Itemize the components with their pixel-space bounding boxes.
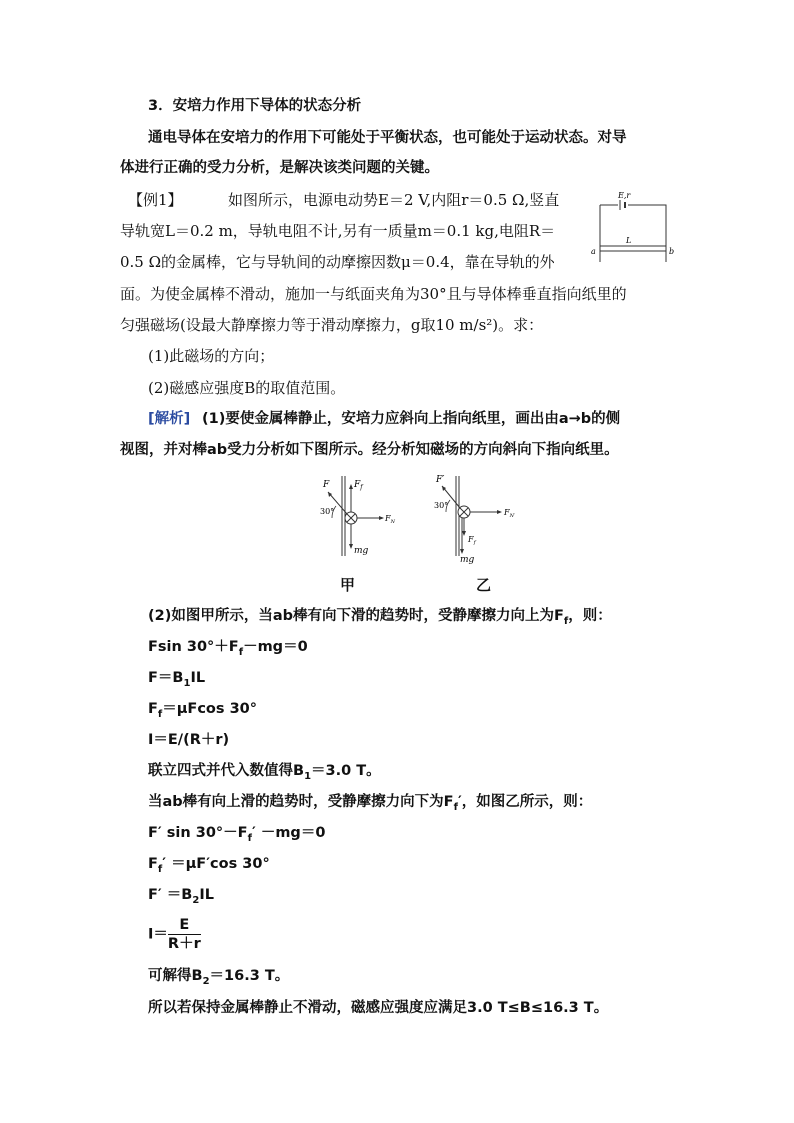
circuit-end-a: a (591, 247, 596, 256)
case-2-intro: 当ab棒有向上滑的趋势时，受静摩擦力向下为$F_f'$，如图乙所示，则： (148, 794, 593, 813)
part2-intro: (2)如图甲所示，当ab棒有向下滑的趋势时，受静摩擦力向上为$F_f$，则： (148, 608, 612, 627)
example-line-4: 面。为使金属棒不滑动，施加一与纸面夹角为30°且与导体棒垂直指向纸里的 (120, 285, 627, 303)
right-gravity: mg (460, 555, 475, 565)
solution-line-1: (1)要使金属棒静止，安培力应斜向上指向纸里，画出由a→b的侧 (202, 411, 621, 427)
equation-8: I＝ $\frac{E}{R+r}$ (148, 917, 201, 952)
right-friction-sub: f′ (473, 540, 477, 546)
left-friction: $F_f$ (354, 480, 363, 491)
equation-5: F′ $\sin 30^\circ-F_f' -mg=0$ (148, 825, 326, 844)
right-force-f: F′ (436, 475, 445, 485)
left-normal-sub: N (390, 519, 395, 525)
intro-line-2: 体进行正确的受力分析，是解决该类问题的关键。 (120, 160, 439, 176)
section-title: 3．安培力作用下导体的状态分析 (148, 98, 362, 114)
caption-right: 乙 (476, 576, 492, 594)
result-1: 联立四式并代入数值得$B_1=3.0$ T。 (148, 763, 381, 782)
right-friction: $F_{f'}$ (468, 535, 477, 546)
circuit-diagram (588, 190, 678, 270)
left-gravity: mg (354, 546, 369, 556)
equation-7: $F' =B_2IL$ (148, 887, 214, 906)
equation-1: Fsin $30^\circ+F_f-mg=0$ (148, 639, 308, 658)
equation-3: $F_f=\mu Fcos$ 30° (148, 701, 258, 720)
example-line-1: 如图所示，电源电动势E＝2 V,内阻r＝0.5 Ω,竖直 (228, 191, 560, 209)
equation-4: I＝E/(R＋r) (148, 732, 230, 748)
left-friction-sub: f (360, 484, 363, 491)
equation-2: $F=B_1IL$ (148, 670, 206, 689)
example-tag: 【例1】 (128, 191, 183, 209)
right-normal-sub: N′ (509, 513, 516, 519)
equation-6: $F_f' =\mu F'\cos$ 30° (148, 856, 270, 875)
result-2: 可解得$B_2=16.3$ T。 (148, 968, 290, 987)
example-question-1: (1)此磁场的方向； (148, 347, 275, 365)
circuit-end-b: b (669, 247, 675, 256)
example-line-5: 匀强磁场(设最大静摩擦力等于滑动摩擦力，g取10 m/s²)。求： (120, 316, 544, 334)
conclusion: 所以若保持金属棒静止不滑动，磁感应强度应满足3.0 T≤B≤16.3 T。 (148, 1000, 609, 1016)
circuit-source-label: E,r (618, 191, 631, 200)
right-angle: 30° (434, 501, 449, 510)
solution-tag: [解析] (148, 411, 191, 427)
left-normal: $F_N$ (385, 514, 395, 525)
circuit-length-label: L (626, 236, 632, 245)
solution-line-2: 视图，并对棒ab受力分析如下图所示。经分析知磁场的方向斜向下指向纸里。 (120, 442, 619, 458)
example-line-3: 0.5 Ω的金属棒，它与导轨间的动摩擦因数μ＝0.4，靠在导轨的外 (120, 253, 555, 271)
fraction: $\frac{E}{R+r}$ (167, 917, 201, 952)
right-normal: $F_{N'}$ (504, 508, 516, 519)
left-force-f: F (323, 480, 330, 490)
caption-left: 甲 (340, 576, 356, 594)
example-question-2: (2)磁感应强度B的取值范围。 (148, 379, 346, 397)
force-diagram-left (312, 472, 402, 562)
left-angle: 30° (320, 507, 335, 516)
force-diagram-right (428, 472, 528, 566)
example-line-2: 导轨宽L＝0.2 m，导轨电阻不计,另有一质量m＝0.1 kg,电阻R＝ (120, 222, 556, 240)
intro-line-1: 通电导体在安培力的作用下可能处于平衡状态，也可能处于运动状态。对导 (148, 130, 627, 146)
